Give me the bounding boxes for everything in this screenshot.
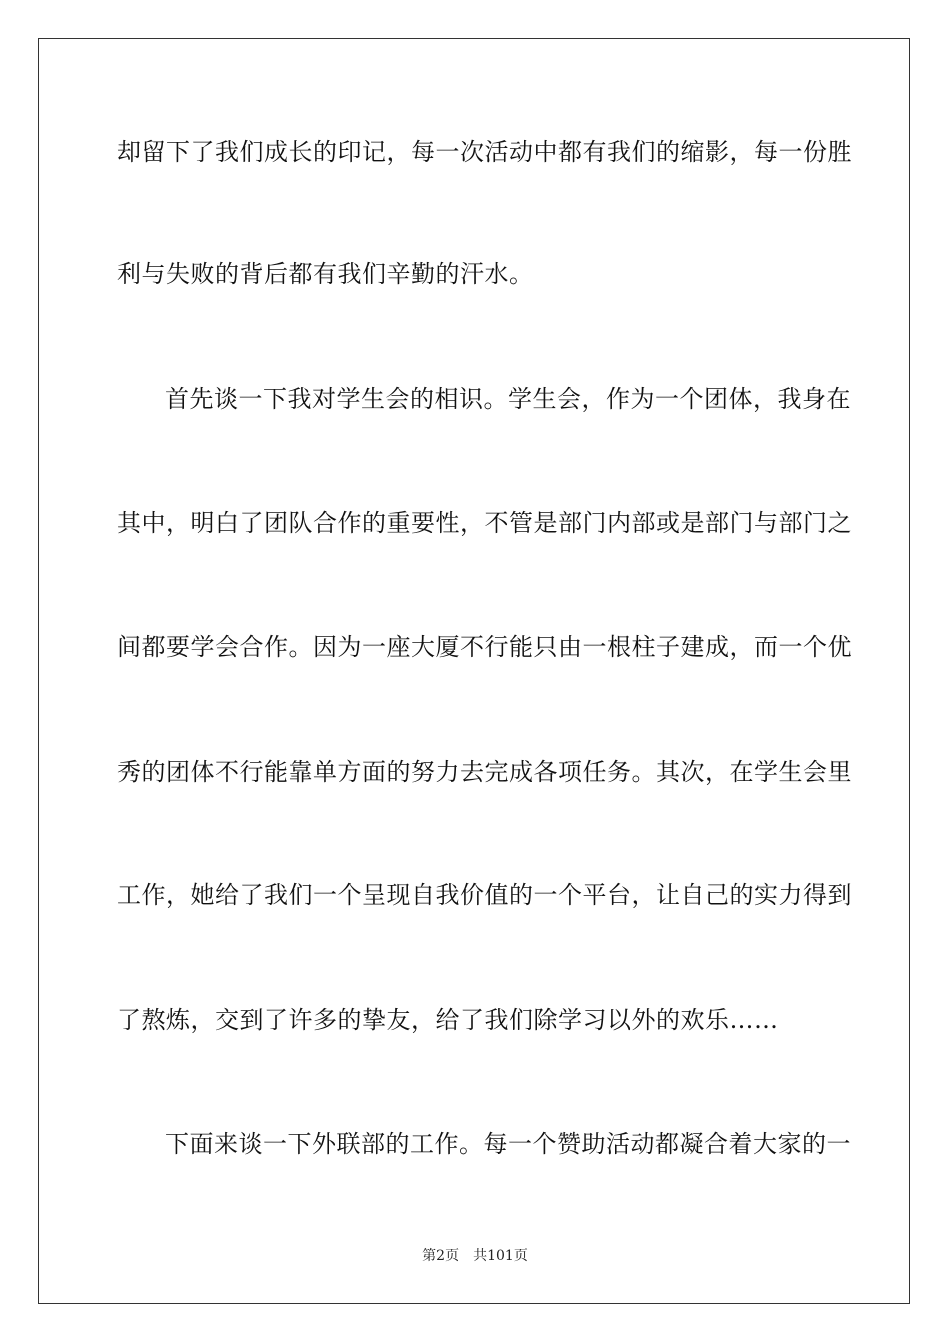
- body-line-8: 了熬炼，交到了许多的挚友，给了我们除学习以外的欢乐……: [117, 1006, 779, 1034]
- page-total: 共101页: [473, 1248, 528, 1264]
- body-line-6: 秀的团体不行能靠单方面的努力去完成各项任务。其次，在学生会里: [117, 758, 852, 786]
- page-footer: [0, 1247, 950, 1265]
- paragraph-start-line-3: 首先谈一下我对学生会的相识。学生会，作为一个团体，我身在: [165, 385, 851, 413]
- body-line-4: 其中，明白了团队合作的重要性，不管是部门内部或是部门与部门之: [117, 509, 852, 537]
- body-line-7: 工作，她给了我们一个呈现自我价值的一个平台，让自己的实力得到: [117, 881, 852, 909]
- body-line-2: 利与失败的背后都有我们辛勤的汗水。: [117, 260, 534, 288]
- page-border: [38, 38, 910, 1304]
- page-number: 第2页: [422, 1248, 460, 1264]
- paragraph-start-line-9: 下面来谈一下外联部的工作。每一个赞助活动都凝合着大家的一: [165, 1130, 851, 1158]
- body-line-5: 间都要学会合作。因为一座大厦不行能只由一根柱子建成，而一个优: [117, 633, 852, 661]
- body-line-1: 却留下了我们成长的印记，每一次活动中都有我们的缩影，每一份胜: [117, 138, 852, 166]
